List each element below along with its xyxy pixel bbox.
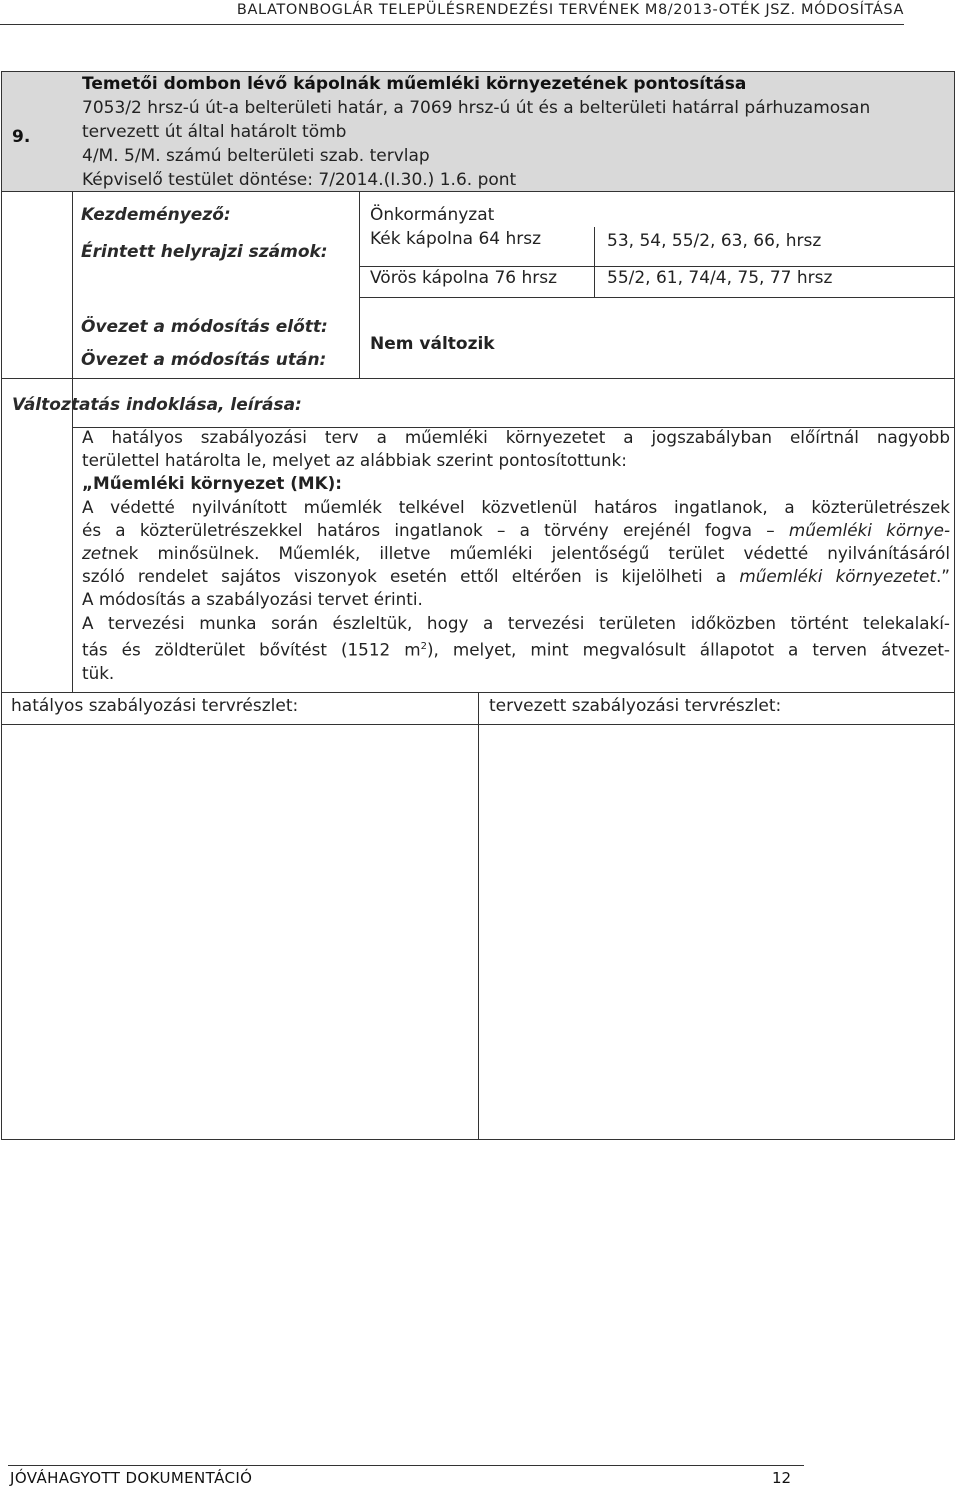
desc-text: .” [935,566,950,587]
desc-line [82,542,950,565]
planned-plan-label: tervezett szabályozási tervrészlet: [489,696,782,716]
left-margin-line [72,191,73,692]
desc-line: területtel határolta le, melyet az alábbiak szerint pontosítottunk: [82,450,627,471]
council-decision: Képviselő testület döntése: 7/2014.(I.30.) 1.6. pont [82,170,517,190]
area-description: 7053/2 hrsz-ú út-a belterületi határ, a 7069 hrsz-ú út és a belterületi határral párhuzamosan [82,98,871,118]
plan-sheet-ref: 4/M. 5/M. számú belterületi szab. tervlap [82,146,430,166]
current-plan-excerpt [2,725,478,1139]
desc-line [82,519,950,542]
zone-divider [2,378,954,379]
parcel-row-1-numbers: 53, 54, 55/2, 63, 66, hrsz [607,231,822,251]
mk-heading: „Műemléki környezet (MK): [82,473,342,494]
zone-value: Nem változik [370,334,495,354]
desc-sup: 2 [420,640,427,652]
parcel-row-2-numbers: 55/2, 61, 74/4, 75, 77 hrsz [607,268,833,288]
desc-line: tük. [82,662,115,683]
parcel-row-2-name: Vörös kápolna 76 hrsz [370,268,558,288]
desc-text: tás és zöldterület bővítést (1512 m [82,639,421,660]
desc-line: A hatályos szabályozási terv a műemléki környezetet a jogszabályban előírtnál nagyobb [82,427,950,447]
desc-italic: műemléki környezetet [739,566,936,587]
current-plan-label: hatályos szabályozási tervrészlet: [11,696,299,716]
footer-rule [8,1465,804,1466]
header-rule [0,24,904,25]
initiator-value: Önkormányzat [370,205,495,225]
desc-italic: zet [82,543,108,564]
parcel-row-divider [359,266,954,267]
initiator-label: Kezdeményező: [81,205,231,225]
desc-line [82,565,950,588]
desc-line: A tervezési munka során észleltük, hogy a tervezési területen időközben történt telekalakí- [82,612,950,633]
planned-plan-excerpt [479,725,954,1139]
desc-line [82,635,950,662]
item-title: Temetői dombon lévő kápolnák műemléki környezetének pontosítása [82,74,747,94]
description-label: Változtatás indoklása, leírása: [12,395,302,415]
desc-italic: műemléki környe- [788,519,950,540]
title-divider [2,191,954,192]
desc-line: A védetté nyilvánított műemlék telkével közvetlenül határos ingatlanok, a közterületrészek [82,496,950,517]
desc-text: szóló rendelet sajátos viszonyok esetén ettől eltérően is kijelölheti a [82,566,740,587]
area-description-cont: tervezett út által határolt tömb [82,122,347,142]
parcel-column-divider [594,227,595,297]
footer-label: JÓVÁHAGYOTT DOKUMENTÁCIÓ [10,1469,253,1487]
running-header: BALATONBOGLÁR TELEPÜLÉSRENDEZÉSI TERVÉNEK M8/2013-OTÉK JSZ. MÓDOSÍTÁSA [236,2,904,18]
description-body [82,426,950,685]
parcel-row-1-name: Kék kápolna 64 hrsz [370,229,542,249]
desc-text: ), melyet, mint megvalósult állapotot a terven átvezet- [426,639,950,660]
desc-text: és a közterületrészekkel határos ingatlanok – a törvény erejénél fogva – [82,519,789,540]
parcels-label: Érintett helyrajzi számok: [81,242,328,262]
parcel-table-bottom [359,297,954,298]
desc-text: nek minősülnek. Műemlék, illetve műemléki jelentőségű terület védetté nyilvánításáról [107,543,950,564]
page-number: 12 [772,1469,792,1487]
title-band [2,72,954,191]
item-number: 9. [12,127,31,147]
column-divider [359,191,360,378]
zone-after-label: Övezet a módosítás után: [81,350,327,370]
modification-sheet [1,71,955,1140]
zone-before-label: Övezet a módosítás előtt: [81,317,328,337]
desc-line: A módosítás a szabályozási tervet érinti. [82,589,423,610]
